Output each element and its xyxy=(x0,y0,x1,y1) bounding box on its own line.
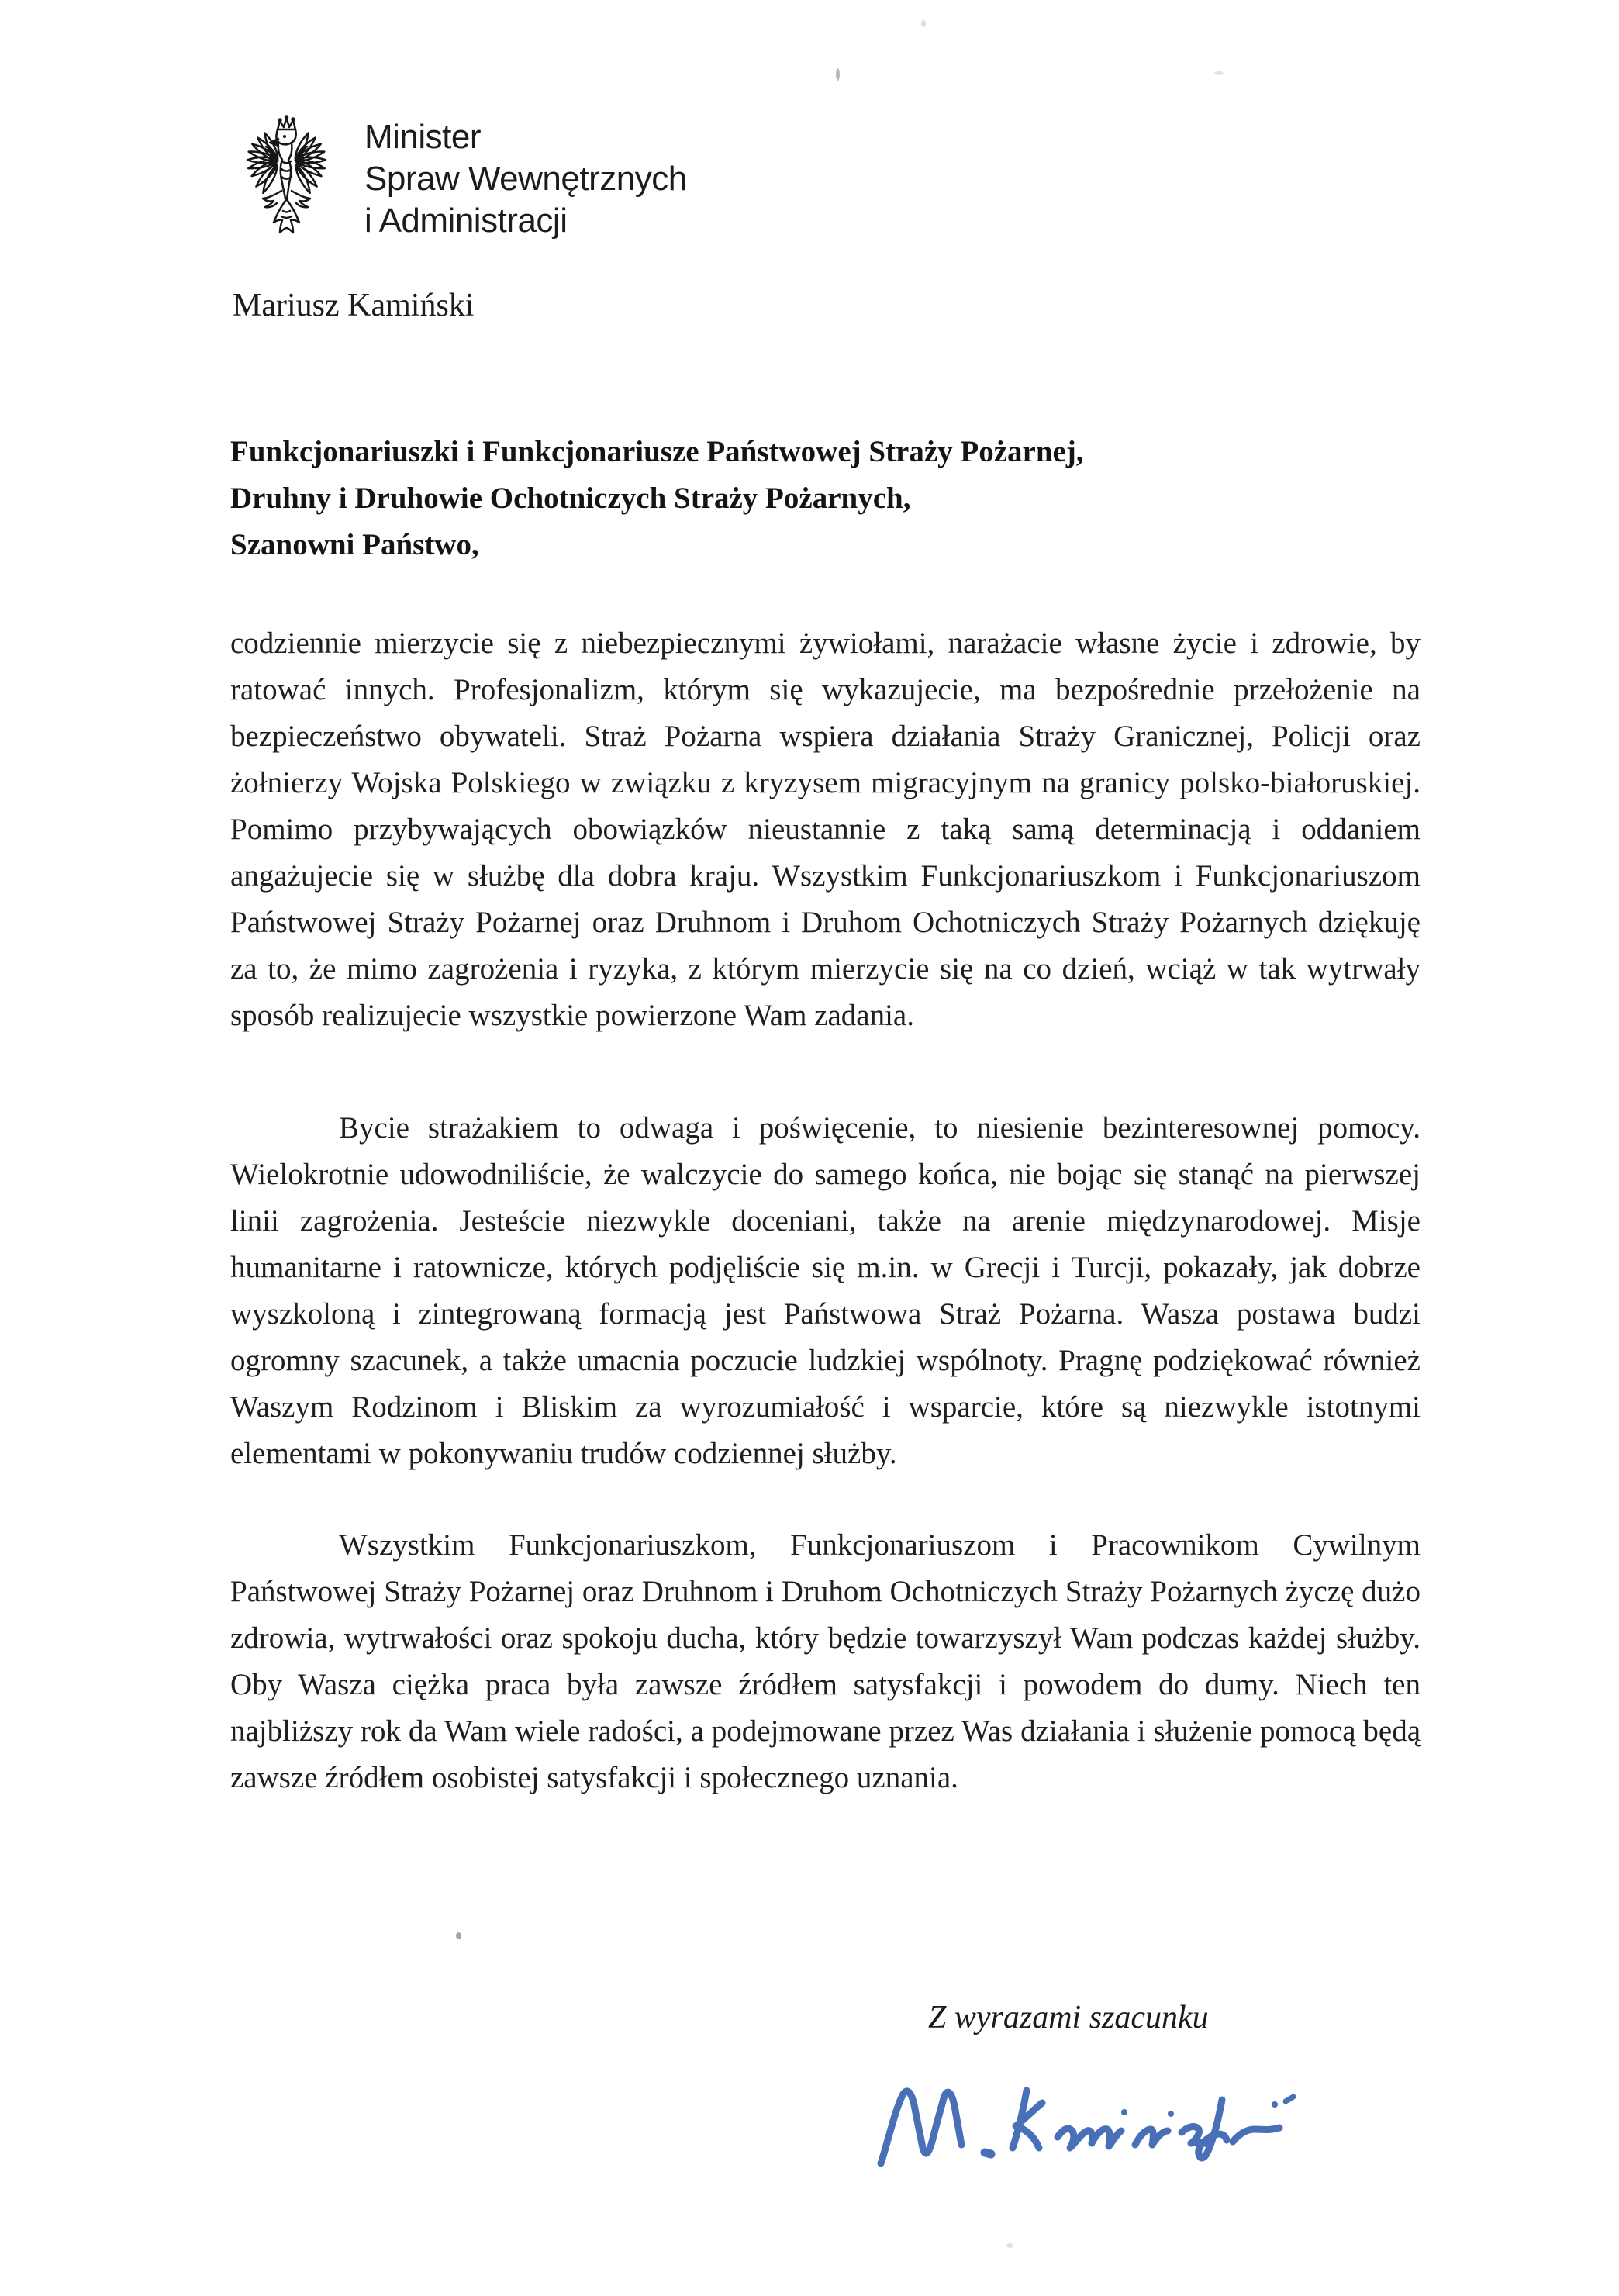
scan-artifact xyxy=(836,68,840,81)
polish-eagle-emblem xyxy=(230,115,343,239)
ministry-title xyxy=(364,115,687,242)
scan-artifact xyxy=(921,20,926,27)
ministry-title-line3: i Administracji xyxy=(364,202,568,240)
paragraph-3: Wszystkim Funkcjonariuszkom, Funkcjonariuszom i Pracownikom Cywilnym Państwowej Straży Pożarnej oraz Druhnom i Druhom Ochotniczych Straży Pożarnych życzę dużo zdrowia, wytrwałości oraz spokoju ducha, który będzie towarzyszył Wam podczas każdej służby. Oby Wasza ciężka praca była zawsze źródłem satysfakcji i powodem do dumy. Niech ten najbliższy rok da Wam wiele radości, a podejmowane przez Was działania i służenie pomocą będą zawsze źródłem osobistej satysfakcji i społecznego uznania. xyxy=(230,1528,1421,1794)
salutation-line3: Szanowni Państwo, xyxy=(230,528,479,561)
signature-handwriting xyxy=(875,2077,1309,2177)
minister-name: Mariusz Kamiński xyxy=(233,288,475,323)
scan-artifact xyxy=(1006,2243,1013,2248)
paragraph-2: Bycie strażakiem to odwaga i poświęcenie, to niesienie bezinteresownej pomocy. Wielokrotnie udowodniliście, że walczycie do samego końca, nie bojąc się stanąć na pierwszej linii zagrożenia. Jesteście niezwykle doceniani, także na arenie międzynarodowej. Misje humanitarne i ratownicze, których podjęliście się m.in. w Grecji i Turcji, pokazały, jak dobrze wyszkoloną i zintegrowaną formacją jest Państwowa Straż Pożarna. Wasza postawa budzi ogromny szacunek, a także umacnia poczucie ludzkiej wspólnoty. Pragnę podziękować również Waszym Rodzinom i Bliskim za wyrozumiałość i wsparcie, które są niezwykle istotnymi elementami w pokonywaniu trudów codziennej służby. xyxy=(230,1111,1421,1470)
valediction: Z wyrazami szacunku xyxy=(928,2000,1209,2035)
scan-artifact xyxy=(456,1932,461,1939)
salutation-line2: Druhny i Druhowie Ochotniczych Straży Pożarnych, xyxy=(230,482,911,515)
letterhead xyxy=(230,115,687,242)
salutation-line1: Funkcjonariuszki i Funkcjonariusze Państwowej Straży Pożarnej, xyxy=(230,435,1084,468)
ministry-title-line1: Minister xyxy=(364,118,482,156)
letter-body xyxy=(230,429,1421,1801)
ministry-title-line2: Spraw Wewnętrznych xyxy=(364,160,687,198)
paragraph-1: codziennie mierzycie się z niebezpiecznymi żywiołami, narażacie własne życie i zdrowie, by ratować innych. Profesjonalizm, którym się wykazujecie, ma bezpośrednie przełożenie na bezpieczeństwo obywateli. Straż Pożarna wspiera działania Straży Granicznej, Policji oraz żołnierzy Wojska Polskiego w związku z kryzysem migracyjnym na granicy polsko-białoruskiej. Pomimo przybywających obowiązków nieustannie z taką samą determinacją i oddaniem angażujecie się w służbę dla dobra kraju. Wszystkim Funkcjonariuszkom i Funkcjonariuszom Państwowej Straży Pożarnej oraz Druhnom i Druhom Ochotniczych Straży Pożarnych dziękuję za to, że mimo zagrożenia i ryzyka, z którym mierzycie się na co dzień, wciąż w tak wytrwały sposób realizujecie wszystkie powierzone Wam zadania. xyxy=(230,627,1421,1032)
scan-artifact xyxy=(1214,71,1224,75)
salutation xyxy=(230,429,1421,568)
